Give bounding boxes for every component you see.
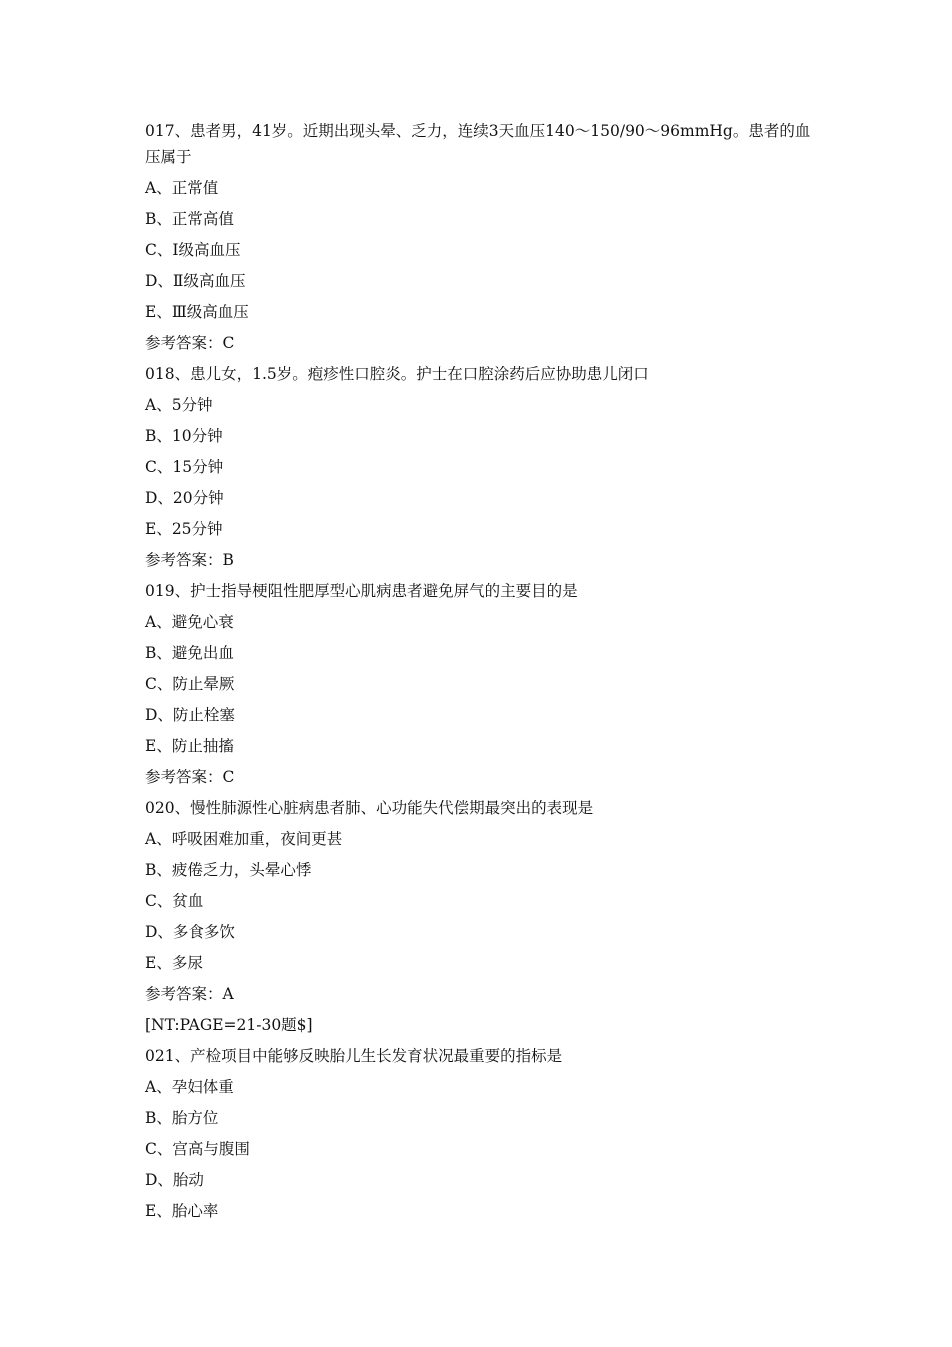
question-list [145, 116, 815, 1227]
question-stem: 020、慢性肺源性心脏病患者肺、心功能失代偿期最突出的表现是 [145, 799, 594, 817]
option-a: A、孕妇体重 [145, 1078, 234, 1096]
page-marker: [NT:PAGE=21-30题$] [145, 1016, 313, 1034]
option-d: D、多食多饮 [145, 923, 235, 941]
option-c: C、宫高与腹围 [145, 1140, 250, 1158]
reference-answer: 参考答案：A [145, 985, 234, 1003]
option-a: A、呼吸困难加重，夜间更甚 [145, 830, 343, 848]
option-d: D、20分钟 [145, 489, 224, 507]
option-b: B、10分钟 [145, 427, 223, 445]
option-e: E、Ⅲ级高血压 [145, 303, 249, 321]
option-a: A、正常值 [145, 179, 219, 197]
question-stem: 018、患儿女，1.5岁。疱疹性口腔炎。护士在口腔涂药后应协助患儿闭口 [145, 365, 649, 383]
question-stem: 021、产检项目中能够反映胎儿生长发育状况最重要的指标是 [145, 1047, 563, 1065]
option-b: B、避免出血 [145, 644, 234, 662]
option-c: C、Ⅰ级高血压 [145, 241, 241, 259]
option-e: E、25分钟 [145, 520, 223, 538]
reference-answer: 参考答案：B [145, 551, 234, 569]
option-d: D、防止栓塞 [145, 706, 235, 724]
question-stem: 019、护士指导梗阻性肥厚型心肌病患者避免屏气的主要目的是 [145, 582, 578, 600]
option-d: D、Ⅱ级高血压 [145, 272, 246, 290]
question-019 [145, 576, 815, 793]
option-c: C、防止晕厥 [145, 675, 235, 693]
reference-answer: 参考答案：C [145, 768, 235, 786]
option-a: A、避免心衰 [145, 613, 234, 631]
option-e: E、胎心率 [145, 1202, 219, 1220]
question-017 [145, 116, 815, 359]
option-b: B、疲倦乏力，头晕心悸 [145, 861, 312, 879]
reference-answer: 参考答案：C [145, 334, 235, 352]
question-021 [145, 1041, 815, 1227]
option-e: E、防止抽搐 [145, 737, 234, 755]
option-c: C、15分钟 [145, 458, 224, 476]
question-018 [145, 359, 815, 576]
option-b: B、正常高值 [145, 210, 234, 228]
option-b: B、胎方位 [145, 1109, 219, 1127]
option-e: E、多尿 [145, 954, 203, 972]
option-c: C、贫血 [145, 892, 204, 910]
question-020 [145, 793, 815, 1010]
option-a: A、5分钟 [145, 396, 213, 414]
question-stem: 017、患者男，41岁。近期出现头晕、乏力，连续3天血压140～150/90～96mmHg。患者的血压属于 [145, 122, 811, 166]
option-d: D、胎动 [145, 1171, 204, 1189]
